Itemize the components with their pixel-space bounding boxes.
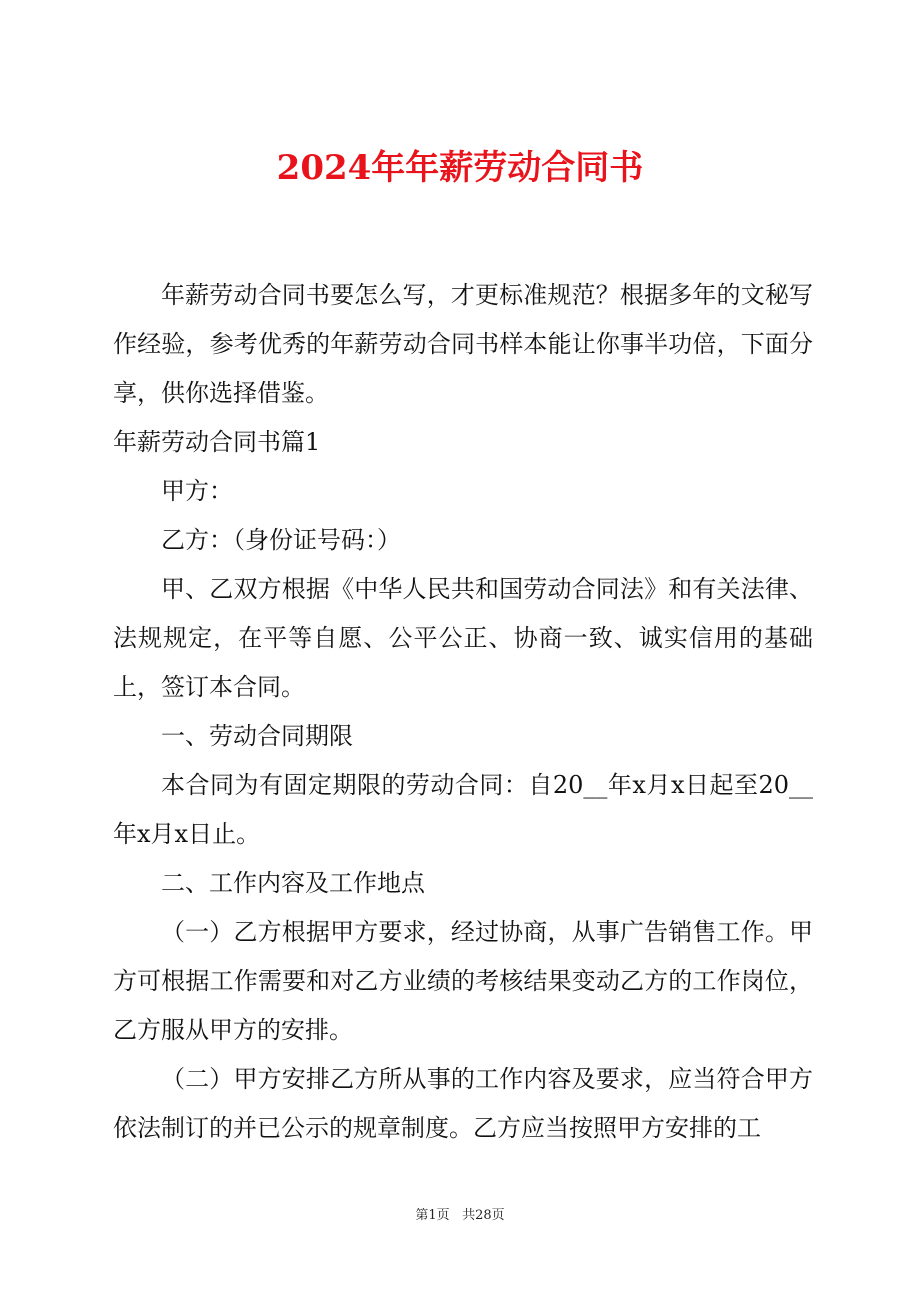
party-b-line: 乙方：（身份证号码：） — [161, 526, 401, 554]
section-heading-chapter: 年薪劳动合同书篇1 — [113, 428, 321, 456]
page-number: 第1页 — [415, 1208, 450, 1223]
document-title: 2024年年薪劳动合同书 — [276, 148, 644, 188]
intro-paragraph: 年薪劳动合同书要怎么写，才更标准规范？根据多年的文秘写作经验，参考优秀的年薪劳动合同书样本能让你事半功倍，下面分享，供你选择借鉴。 — [113, 281, 813, 407]
work-item-2: （二）甲方安排乙方所从事的工作内容及要求，应当符合甲方依法制订的并已公示的规章制度。乙方应当按照甲方安排的工 — [113, 1065, 813, 1142]
document-body — [113, 271, 813, 1153]
term-paragraph: 本合同为有固定期限的劳动合同：自20__年x月x日起至20__年x月x日止。 — [113, 771, 813, 848]
page-footer — [0, 1206, 920, 1226]
clause-heading-work: 二、工作内容及工作地点 — [161, 869, 425, 897]
party-a-line: 甲方： — [161, 477, 233, 505]
page-total: 共28页 — [462, 1208, 505, 1223]
work-item-1: （一）乙方根据甲方要求，经过协商，从事广告销售工作。甲方可根据工作需要和对乙方业绩的考核结果变动乙方的工作岗位，乙方服从甲方的安排。 — [113, 918, 813, 1044]
clause-heading-term: 一、劳动合同期限 — [161, 722, 353, 750]
preamble-paragraph: 甲、乙双方根据《中华人民共和国劳动合同法》和有关法律、法规规定，在平等自愿、公平公正、协商一致、诚实信用的基础上，签订本合同。 — [113, 575, 813, 701]
